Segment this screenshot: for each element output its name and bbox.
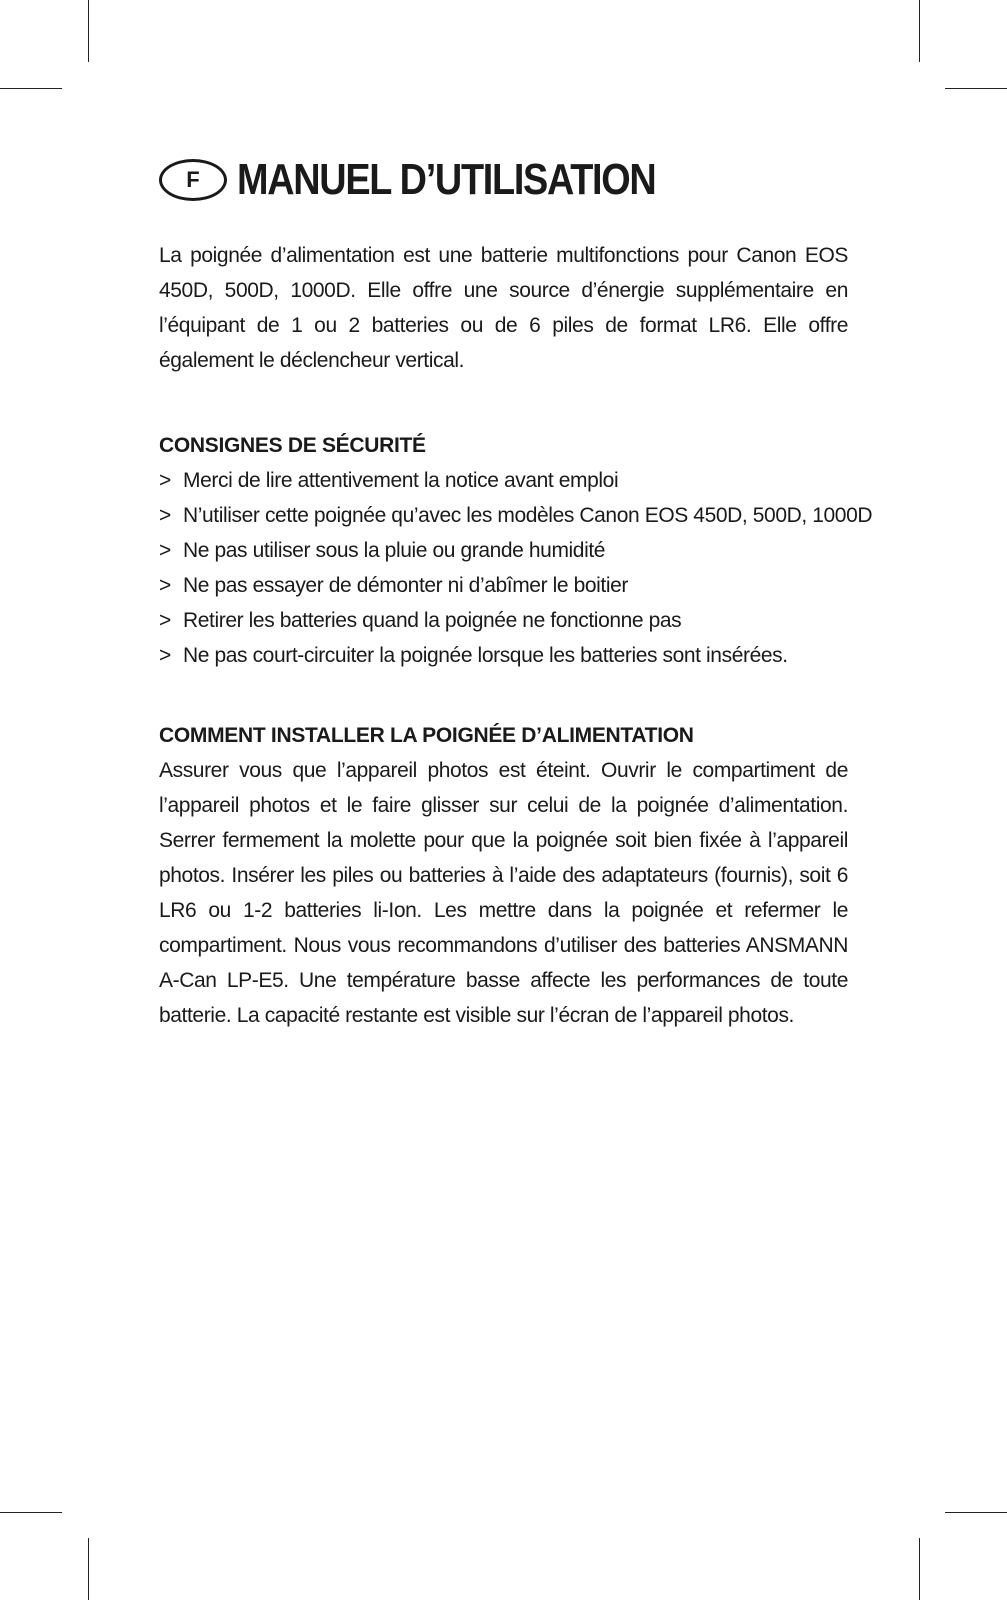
list-item: [159, 463, 848, 498]
install-heading: COMMENT INSTALLER LA POIGNÉE D’ALIMENTATION: [159, 724, 694, 747]
intro-paragraph: La poignée d’alimentation est une batterie multifonctions pour Canon EOS 450D, 500D, 1000D. Elle offre une source d’énergie supplémentaire en l’équipant de 1 ou 2 batteries ou de 6 piles de format LR6. Elle offre également le déclencheur vertical.: [159, 244, 848, 372]
list-item-text: Merci de lire attentivement la notice avant emploi: [183, 469, 619, 492]
crop-mark-top-left-horizontal: [0, 88, 62, 89]
crop-mark-bottom-left-vertical: [88, 1538, 89, 1600]
crop-mark-top-left-vertical: [88, 0, 89, 62]
list-item: [159, 603, 848, 638]
bullet-marker: >: [159, 539, 171, 562]
list-item-text: Ne pas court-circuiter la poignée lorsque les batteries sont insérées.: [183, 644, 788, 667]
list-item: [159, 498, 873, 533]
bullet-marker: >: [159, 609, 171, 632]
crop-mark-bottom-left-horizontal: [0, 1512, 62, 1513]
list-item: [159, 533, 848, 568]
list-item: [159, 638, 848, 673]
bullet-marker: >: [159, 644, 171, 667]
install-paragraph: Assurer vous que l’appareil photos est éteint. Ouvrir le compartiment de l’appareil photos et le faire glisser sur celui de la poignée d’alimentation. Serrer fermement la molette pour que la poignée soit bien fixée à l’appareil photos. Insérer les piles ou batteries à l’aide des adaptateurs (fournis), soit 6 LR6 ou 1-2 batteries li-Ion. Les mettre dans la poignée et refermer le compartiment. Nous vous recommandons d’utiliser des batteries ANSMANN A-Can LP-E5. Une température basse affecte les performances de toute batterie. La capacité restante est visible sur l’écran de l’appareil photos.: [159, 759, 848, 1027]
list-item-text: N’utiliser cette poignée qu’avec les modèles Canon EOS 450D, 500D, 1000D: [183, 504, 873, 527]
bullet-marker: >: [159, 504, 171, 527]
page-title: MANUEL D’UTILISATION: [237, 155, 656, 204]
crop-mark-top-right-vertical: [919, 0, 920, 62]
title-row: [159, 150, 848, 210]
crop-mark-bottom-right-horizontal: [945, 1512, 1007, 1513]
list-item-text: Ne pas utiliser sous la pluie ou grande humidité: [183, 539, 606, 562]
list-item-text: Retirer les batteries quand la poignée ne fonctionne pas: [183, 609, 682, 632]
language-badge: F: [159, 159, 227, 201]
bullet-marker: >: [159, 574, 171, 597]
crop-mark-top-right-horizontal: [945, 88, 1007, 89]
list-item-text: Ne pas essayer de démonter ni d’abîmer le boitier: [183, 574, 628, 597]
manual-page: [159, 150, 873, 1033]
list-item: [159, 568, 848, 603]
safety-list: [159, 463, 873, 673]
safety-heading: CONSIGNES DE SÉCURITÉ: [159, 434, 426, 457]
crop-mark-bottom-right-vertical: [919, 1538, 920, 1600]
bullet-marker: >: [159, 469, 171, 492]
